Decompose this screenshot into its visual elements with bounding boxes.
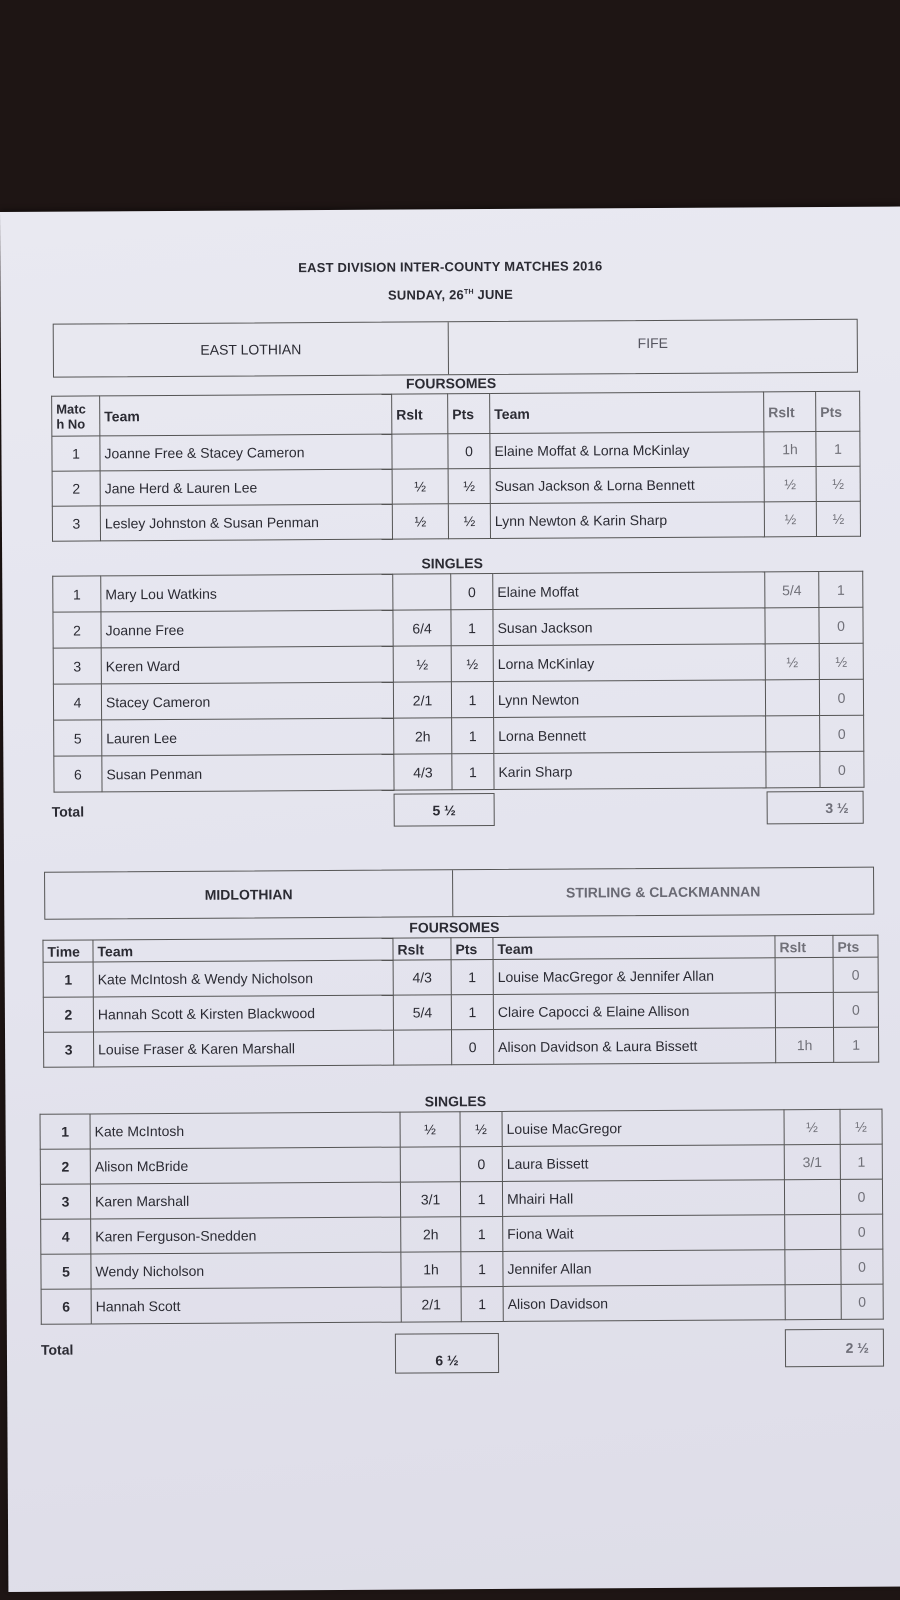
- col-team: Team: [93, 938, 393, 962]
- cell-away-team: Lynn Newton & Karin Sharp: [490, 502, 764, 539]
- cell-home-team: Lesley Johnston & Susan Penman: [100, 504, 392, 541]
- match2-home-county: MIDLOTHIAN: [45, 870, 453, 918]
- cell-home-result: 2h: [394, 718, 452, 754]
- cell-away-result: [784, 1179, 840, 1214]
- cell-away-team: Louise MacGregor: [502, 1110, 784, 1147]
- cell-match-no: 1: [53, 576, 101, 612]
- cell-away-team: Lynn Newton: [493, 680, 765, 718]
- cell-home-team: Mary Lou Watkins: [101, 574, 393, 612]
- cell-away-points: 0: [819, 607, 863, 643]
- cell-home-result: 2/1: [393, 682, 451, 718]
- cell-home-result: 1h: [401, 1252, 461, 1287]
- cell-away-result: [785, 1284, 841, 1319]
- cell-match-no: 1: [43, 962, 93, 997]
- match2-foursomes-label: FOURSOMES: [409, 918, 500, 936]
- col-rslt: Rslt: [392, 394, 448, 434]
- cell-away-points: 1: [840, 1144, 882, 1179]
- sheet-title: EAST DIVISION INTER-COUNTY MATCHES 2016: [298, 258, 603, 276]
- cell-home-team: Louise Fraser & Karen Marshall: [94, 1030, 394, 1067]
- cell-home-result: ½: [400, 1112, 460, 1147]
- table-row: [52, 501, 860, 541]
- date-sup: TH: [463, 288, 474, 296]
- cell-match-no: 3: [44, 1032, 94, 1067]
- cell-match-no: 1: [40, 1114, 90, 1149]
- cell-away-points: 0: [833, 957, 878, 992]
- match1-singles-table: [52, 571, 864, 793]
- cell-away-team: Susan Jackson: [493, 608, 765, 646]
- col-rslt: Rslt: [393, 938, 451, 960]
- cell-home-points: ½: [451, 645, 493, 681]
- cell-away-result: ½: [765, 644, 819, 680]
- cell-home-points: 1: [452, 753, 494, 789]
- table-row: [52, 431, 860, 471]
- cell-home-result: [394, 1030, 452, 1065]
- cell-home-team: Hannah Scott & Kirsten Blackwood: [93, 995, 393, 1032]
- cell-match-no: 4: [53, 684, 101, 720]
- cell-match-no: 1: [52, 436, 100, 471]
- cell-away-points: 1: [816, 431, 860, 466]
- col-match-no: Matc h No: [52, 396, 100, 436]
- table-row: [53, 607, 863, 648]
- cell-match-no: 6: [41, 1289, 91, 1324]
- cell-away-points: ½: [816, 466, 860, 501]
- col-pts-away: Pts: [833, 935, 878, 957]
- cell-home-points: 1: [461, 1216, 503, 1251]
- table-row: [53, 643, 863, 684]
- cell-away-result: [766, 752, 820, 788]
- cell-home-points: ½: [448, 469, 490, 504]
- table-row: [43, 992, 878, 1032]
- cell-away-result: [785, 1249, 841, 1284]
- col-team: Team: [100, 394, 392, 436]
- cell-home-team: Wendy Nicholson: [91, 1252, 401, 1289]
- col-pts: Pts: [451, 938, 493, 960]
- results-sheet: [0, 207, 900, 1592]
- cell-match-no: 5: [54, 720, 102, 756]
- cell-away-result: [766, 716, 820, 752]
- col-time: Time: [43, 940, 93, 962]
- cell-home-points: 0: [448, 434, 490, 469]
- cell-home-result: 3/1: [400, 1182, 460, 1217]
- cell-home-points: 1: [452, 717, 494, 753]
- cell-away-team: Susan Jackson & Lorna Bennett: [490, 467, 764, 504]
- cell-away-points: 0: [841, 1284, 883, 1319]
- cell-home-team: Lauren Lee: [102, 718, 394, 756]
- cell-home-points: 1: [451, 995, 493, 1030]
- cell-home-points: 1: [460, 1181, 502, 1216]
- cell-home-team: Keren Ward: [101, 646, 393, 684]
- cell-away-result: [775, 957, 833, 992]
- col-rslt-away: Rslt: [764, 392, 816, 432]
- cell-home-points: 1: [451, 609, 493, 645]
- match1-total-home: 5 ½: [394, 793, 495, 827]
- cell-home-points: 1: [461, 1251, 503, 1286]
- cell-match-no: 3: [52, 506, 100, 541]
- cell-away-points: 1: [819, 571, 863, 607]
- cell-home-points: 0: [460, 1146, 502, 1181]
- cell-match-no: 3: [53, 648, 101, 684]
- cell-match-no: 2: [52, 471, 100, 506]
- cell-home-result: 4/3: [393, 960, 451, 995]
- cell-away-points: 0: [820, 751, 864, 787]
- cell-away-result: 5/4: [765, 572, 819, 608]
- cell-away-result: ½: [784, 1109, 840, 1144]
- col-team-away: Team: [490, 392, 764, 434]
- cell-home-result: 4/3: [394, 754, 452, 790]
- cell-away-team: Lorna Bennett: [494, 716, 766, 754]
- cell-home-points: 1: [451, 960, 493, 995]
- cell-away-team: Jennifer Allan: [503, 1250, 785, 1287]
- date-prefix: SUNDAY, 26: [387, 287, 465, 303]
- cell-home-points: ½: [460, 1111, 502, 1146]
- cell-home-team: Karen Ferguson-Snedden: [91, 1217, 401, 1254]
- table-row: [52, 466, 860, 506]
- cell-away-result: [765, 680, 819, 716]
- match1-away-county: FIFE: [637, 334, 669, 352]
- table-row: [54, 751, 864, 792]
- table-row: [53, 571, 863, 612]
- cell-match-no: 4: [41, 1219, 91, 1254]
- col-rslt-away: Rslt: [775, 935, 833, 957]
- match2-singles-table: [40, 1109, 884, 1325]
- cell-home-points: 1: [451, 681, 493, 717]
- date-suffix: JUNE: [473, 286, 514, 303]
- cell-home-team: Jane Herd & Lauren Lee: [100, 469, 392, 506]
- cell-away-result: 1h: [764, 432, 816, 467]
- cell-away-team: Laura Bissett: [502, 1145, 784, 1182]
- cell-home-result: 2h: [401, 1217, 461, 1252]
- cell-home-points: ½: [448, 504, 490, 539]
- cell-away-team: Fiona Wait: [503, 1215, 785, 1252]
- cell-away-points: 0: [820, 715, 864, 751]
- match2-total-label: Total: [40, 1341, 74, 1358]
- match2-foursomes-table: [42, 935, 879, 1068]
- cell-match-no: 5: [41, 1254, 91, 1289]
- cell-away-result: ½: [764, 502, 816, 537]
- cell-away-points: ½: [816, 501, 860, 536]
- cell-away-team: Karin Sharp: [494, 752, 766, 790]
- cell-away-team: Lorna McKinlay: [493, 644, 765, 682]
- cell-away-points: 0: [840, 1179, 882, 1214]
- match1-total-away: 3 ½: [767, 791, 864, 825]
- cell-match-no: 2: [53, 612, 101, 648]
- cell-away-points: 0: [833, 992, 878, 1027]
- cell-away-team: Claire Capocci & Elaine Allison: [493, 993, 775, 1030]
- cell-home-team: Joanne Free: [101, 610, 393, 648]
- cell-home-team: Kate McIntosh: [90, 1112, 400, 1149]
- match2-header: [44, 867, 874, 920]
- match2-total-home: 6 ½: [395, 1333, 499, 1374]
- table-row: [41, 1214, 883, 1254]
- cell-match-no: 2: [43, 997, 93, 1032]
- cell-home-team: Susan Penman: [102, 754, 394, 792]
- cell-home-result: [400, 1147, 460, 1182]
- cell-away-points: 0: [841, 1249, 883, 1284]
- cell-home-team: Karen Marshall: [90, 1182, 400, 1219]
- cell-away-points: ½: [819, 643, 863, 679]
- cell-away-result: [785, 1214, 841, 1249]
- table-row: [40, 1109, 882, 1149]
- cell-away-result: 3/1: [784, 1144, 840, 1179]
- cell-away-team: Alison Davidson: [503, 1285, 785, 1322]
- cell-home-team: Hannah Scott: [91, 1287, 401, 1324]
- match1-foursomes-label: FOURSOMES: [405, 374, 497, 392]
- cell-home-result: 2/1: [401, 1287, 461, 1322]
- table-row: [53, 679, 863, 720]
- cell-match-no: 6: [54, 756, 102, 792]
- cell-home-points: 0: [452, 1030, 494, 1065]
- cell-away-team: Alison Davidson & Laura Bissett: [494, 1028, 776, 1065]
- col-pts: Pts: [448, 394, 490, 434]
- cell-away-points: 1: [833, 1027, 878, 1062]
- cell-home-result: ½: [392, 504, 448, 539]
- cell-away-team: Mhairi Hall: [502, 1180, 784, 1217]
- cell-away-result: ½: [764, 467, 816, 502]
- table-row: [40, 1144, 882, 1184]
- match1-total-label: Total: [51, 803, 85, 820]
- cell-home-team: Joanne Free & Stacey Cameron: [100, 434, 392, 471]
- cell-home-result: [392, 434, 448, 469]
- match1-header: [53, 319, 858, 378]
- sheet-date: [0, 285, 900, 305]
- cell-away-result: 1h: [775, 1027, 833, 1062]
- cell-away-result: [775, 992, 833, 1027]
- table-row: [41, 1284, 883, 1324]
- cell-home-points: 1: [461, 1286, 503, 1321]
- cell-home-team: Stacey Cameron: [101, 682, 393, 720]
- cell-away-points: 0: [819, 679, 863, 715]
- cell-home-result: 6/4: [393, 610, 451, 646]
- cell-away-team: Elaine Moffat & Lorna McKinlay: [490, 432, 764, 469]
- cell-match-no: 3: [40, 1184, 90, 1219]
- cell-home-points: 0: [451, 573, 493, 609]
- match1-home-county: EAST LOTHIAN: [54, 322, 449, 376]
- cell-home-team: Alison McBride: [90, 1147, 400, 1184]
- match2-total-away: 2 ½: [785, 1329, 884, 1368]
- table-row: [40, 1179, 882, 1219]
- match2-away-county: STIRLING & CLACKMANNAN: [565, 883, 761, 901]
- col-pts-away: Pts: [816, 391, 860, 431]
- table-row: [54, 715, 864, 756]
- cell-away-team: Elaine Moffat: [493, 572, 765, 610]
- cell-home-result: ½: [393, 646, 451, 682]
- match1-foursomes-table: [51, 391, 861, 542]
- match2-singles-label: SINGLES: [424, 1093, 487, 1110]
- cell-home-team: Kate McIntosh & Wendy Nicholson: [93, 960, 393, 997]
- table-row: [44, 1027, 879, 1067]
- col-team-away: Team: [493, 936, 775, 960]
- cell-away-points: ½: [840, 1109, 882, 1144]
- cell-home-result: 5/4: [393, 995, 451, 1030]
- cell-away-points: 0: [841, 1214, 883, 1249]
- table-header-row: [52, 391, 860, 436]
- cell-away-team: Louise MacGregor & Jennifer Allan: [493, 958, 775, 995]
- cell-match-no: 2: [40, 1149, 90, 1184]
- cell-home-result: [393, 574, 451, 610]
- table-row: [43, 957, 878, 997]
- cell-home-result: ½: [392, 469, 448, 504]
- cell-away-result: [765, 608, 819, 644]
- match1-singles-label: SINGLES: [421, 555, 483, 572]
- table-row: [41, 1249, 883, 1289]
